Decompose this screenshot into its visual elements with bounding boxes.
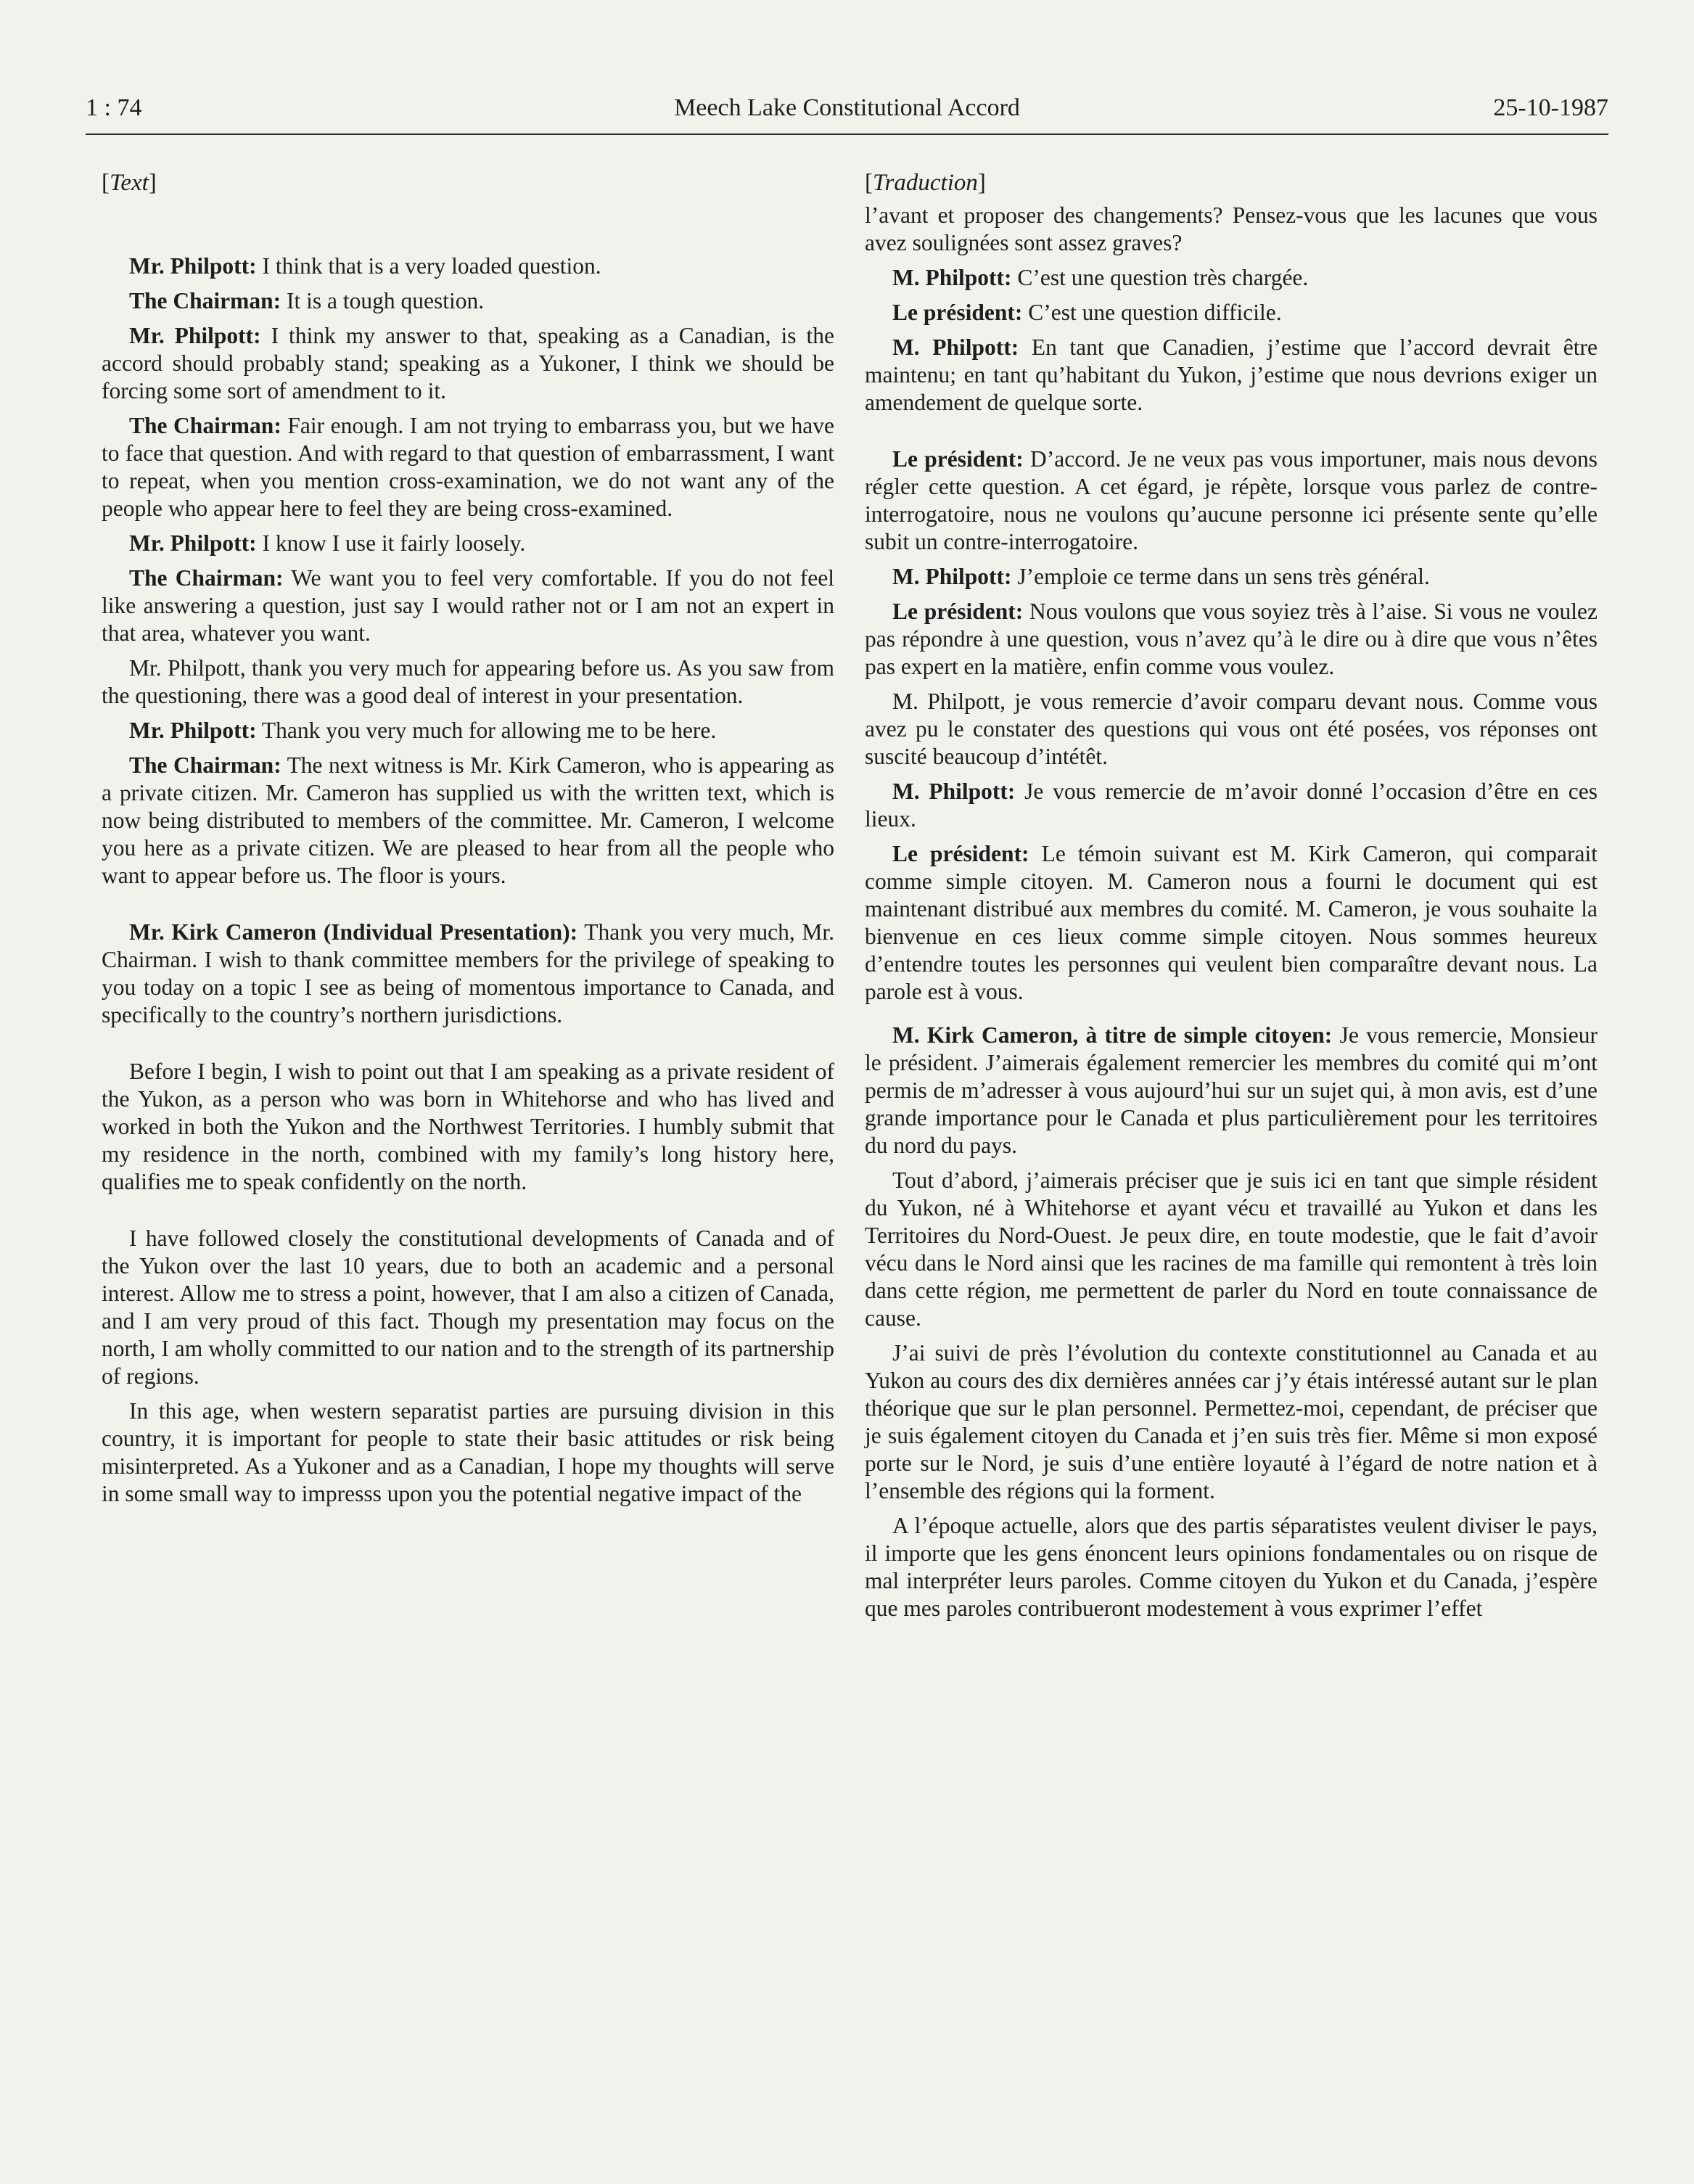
paragraph: [865, 1339, 1598, 1505]
paragraph: [865, 563, 1598, 591]
paragraph: [865, 334, 1598, 416]
paragraph: [865, 202, 1598, 257]
speaker-name: M. Philpott:: [892, 265, 1012, 290]
paragraph-text: C’est une question difficile.: [1022, 300, 1282, 325]
paragraph-text: Thank you very much, Mr. Chairman. I wish to thank committee members for the privilege of speaking to you today on a topic I see as being of momentous importance to Canada, and specifically to the country’s northern jurisdictions.: [102, 919, 834, 1027]
speaker-name: The Chairman:: [129, 565, 284, 591]
speaker-name: Le président:: [892, 599, 1024, 624]
paragraph-text: J’emploie ce terme dans un sens très général.: [1011, 564, 1430, 589]
speaker-name: Mr. Kirk Cameron (Individual Presentation):: [129, 919, 578, 945]
speaker-name: Le président:: [892, 446, 1024, 472]
paragraph: [102, 717, 834, 744]
paragraph: [102, 287, 834, 315]
paragraph: [865, 1512, 1598, 1622]
page-header: [86, 91, 1608, 125]
paragraph: [865, 264, 1598, 292]
paragraph-text: I think that is a very loaded question.: [256, 253, 601, 279]
paragraph-text: Je vous remercie de m’avoir donné l’occasion d’être en ces lieux.: [865, 779, 1598, 832]
header-rule: [86, 134, 1608, 135]
paragraph-text: Thank you very much for allowing me to be here.: [256, 718, 717, 743]
paragraph: [865, 840, 1598, 1006]
paragraph: [865, 446, 1598, 556]
paragraph-text: The next witness is Mr. Kirk Cameron, who is appearing as a private citizen. Mr. Cameron has supplied us with the written text, which is now being distributed to members of the committee. Mr. Cameron, I welcome you here as a private citizen. We are pleased to hear from all the people who want to appear before us. The floor is yours.: [102, 752, 835, 888]
paragraph-text: In this age, when western separatist parties are pursuing division in this country, it is important for people to state their basic attitudes or risk being misinterpreted. As a Yukoner and as a Canadian, I hope my thoughts will serve in some small way to impresss upon you the potential negative impact of the: [102, 1398, 834, 1506]
paragraph-text: l’avant et proposer des changements? Pensez-vous que les lacunes que vous avez soulignées sont assez graves?: [865, 202, 1598, 255]
paragraph: [102, 752, 834, 890]
paragraph: [865, 1167, 1598, 1332]
speaker-name: M. Philpott:: [892, 334, 1019, 360]
paragraph-text: En tant que Canadien, j’estime que l’accord devrait être maintenu; en tant qu’habitant du Yukon, j’estime que nous devrions exiger un amendement de quelque sorte.: [865, 334, 1598, 415]
paragraph-text: We want you to feel very comfortable. If you do not feel like answering a question, just say I would rather not or I am not an expert in that area, whatever you want.: [102, 565, 834, 646]
paragraph-text: It is a tough question.: [281, 288, 485, 313]
speaker-name: Mr. Philpott:: [129, 530, 257, 556]
speaker-name: Le président:: [892, 300, 1023, 325]
page-number: 1 : 74: [86, 94, 142, 121]
paragraph-text: D’accord. Je ne veux pas vous importuner, mais nous devons régler cette question. A cet égard, je répète, lorsque vous parlez de contre-interrogatoire, nous ne voulons qu’aucune personne ici présente sente qu’elle subit un contre-interrogatoire.: [865, 446, 1598, 554]
paragraph: [102, 919, 834, 1029]
paragraph-text: Nous voulons que vous soyiez très à l’aise. Si vous ne voulez pas répondre à une question, vous n’avez qu’à le dire ou à dire que vous n’êtes pas expert en la matière, enfin comme vous voulez.: [865, 599, 1598, 679]
english-column: [102, 168, 834, 1508]
paragraph: [865, 688, 1598, 771]
paragraph-text: Mr. Philpott, thank you very much for appearing before us. As you saw from the questioning, there was a good deal of interest in your presentation.: [102, 655, 834, 708]
paragraph: [102, 253, 834, 280]
paragraph-text: C’est une question très chargée.: [1011, 265, 1309, 290]
speaker-name: The Chairman:: [129, 288, 281, 313]
speaker-name: M. Philpott:: [892, 564, 1012, 589]
speaker-name: Mr. Philpott:: [129, 718, 257, 743]
speaker-name: M. Kirk Cameron, à titre de simple citoyen:: [892, 1022, 1333, 1048]
paragraph: [865, 598, 1598, 681]
paragraph-text: Le témoin suivant est M. Kirk Cameron, qui comparait comme simple citoyen. M. Cameron nous a fourni le document qui est maintenant distribué aux membres du comité. M. Cameron, je vous souhaite la bienvenue en ces lieux comme simple citoyen. Nous sommes heureux d’entendre toutes les personnes qui veulent bien comparaître devant nous. La parole est à vous.: [865, 841, 1598, 1004]
paragraph-text: Fair enough. I am not trying to embarrass you, but we have to face that question. And with regard to that question of embarrassment, I want to repeat, when you mention cross-examination, we do not want any of the people who appear here to feel they are being cross-examined.: [102, 413, 834, 521]
paragraph-text: J’ai suivi de près l’évolution du contexte constitutionnel au Canada et au Yukon au cours des dix dernières années car j’y étais intéressé autant sur le plan théorique que sur le plan personnel. Permettez-moi, cependant, de préciser que je suis également citoyen du Canada et j’en suis très fier. Même si mon exposé porte sur le Nord, je suis d’une entière loyauté à l’égard de notre nation et à l’ensemble des régions qui la forment.: [865, 1340, 1598, 1503]
speaker-name: The Chairman:: [129, 752, 281, 778]
paragraph-text: Tout d’abord, j’aimerais préciser que je suis ici en tant que simple résident du Yukon, né à Whitehorse et ayant vécu et travaillé au Yukon et dans les Territoires du Nord-Ouest. Je peux dire, en toute modestie, que le fait d’avoir vécu dans le Nord ainsi que les racines de ma famille qui remontent à très loin dans cette région, me permettent de parler du Nord en toute connaissance de cause.: [865, 1167, 1598, 1331]
paragraph: [102, 530, 834, 557]
speaker-name: M. Philpott:: [892, 779, 1016, 804]
paragraph-text: A l’époque actuelle, alors que des partis séparatistes veulent diviser le pays, il importe que les gens énoncent leurs opinions fondamentales ou on risque de mal interpréter leurs paroles. Comme citoyen du Yukon et du Canada, j’espère que mes paroles contribueront modestement à vous exprimer l’effet: [865, 1513, 1598, 1621]
paragraph-text: I think my answer to that, speaking as a Canadian, is the accord should probably stand; speaking as a Yukoner, I think we should be forcing some sort of amendment to it.: [102, 323, 834, 403]
column-label-traduction: [Traduction]: [865, 170, 986, 196]
speaker-name: Le président:: [892, 841, 1029, 866]
paragraph: [102, 412, 834, 522]
paragraph: [102, 565, 834, 647]
page-date: 25-10-1987: [1493, 94, 1608, 121]
paragraph-text: Before I begin, I wish to point out that I am speaking as a private resident of the Yukon, as a person who was born in Whitehorse and who has lived and worked in both the Yukon and the Northwest Territories. I humbly submit that my residence in the north, combined with my family’s long history here, qualifies me to speak confidently on the north.: [102, 1059, 834, 1194]
paragraph: [865, 299, 1598, 327]
paragraph: [865, 1022, 1598, 1159]
french-column: [865, 168, 1598, 1622]
column-label-text: [Text]: [102, 170, 157, 196]
running-title: Meech Lake Constitutional Accord: [674, 94, 1020, 121]
paragraph: [102, 1225, 834, 1390]
paragraph: [102, 322, 834, 405]
speaker-name: Mr. Philpott:: [129, 253, 257, 279]
paragraph-text: I have followed closely the constitutional developments of Canada and of the Yukon over the last 10 years, due to both an academic and a personal interest. Allow me to stress a point, however, that I am also a citizen of Canada, and I am very proud of this fact. Though my presentation may focus on the north, I am wholly committed to our nation and to the strength of its partnership of regions.: [102, 1226, 834, 1389]
paragraph: [102, 1397, 834, 1508]
speaker-name: Mr. Philpott:: [129, 323, 261, 348]
paragraph: [865, 778, 1598, 833]
paragraph: [102, 1058, 834, 1196]
paragraph-text: M. Philpott, je vous remercie d’avoir comparu devant nous. Comme vous avez pu le constater des questions qui vous ont été posées, vos réponses ont suscité beaucoup d’intétêt.: [865, 689, 1598, 769]
speaker-name: The Chairman:: [129, 413, 281, 438]
paragraph-text: I know I use it fairly loosely.: [256, 530, 526, 556]
paragraph-text: Je vous remercie, Monsieur le président. J’aimerais également remercier les membres du comité qui m’ont permis de m’adresser à vous aujourd’hui sur un sujet qui, à mon avis, est d’une grande importance pour le Canada et plus particulièrement pour les territoires du nord du pays.: [865, 1022, 1598, 1158]
paragraph: [102, 654, 834, 710]
